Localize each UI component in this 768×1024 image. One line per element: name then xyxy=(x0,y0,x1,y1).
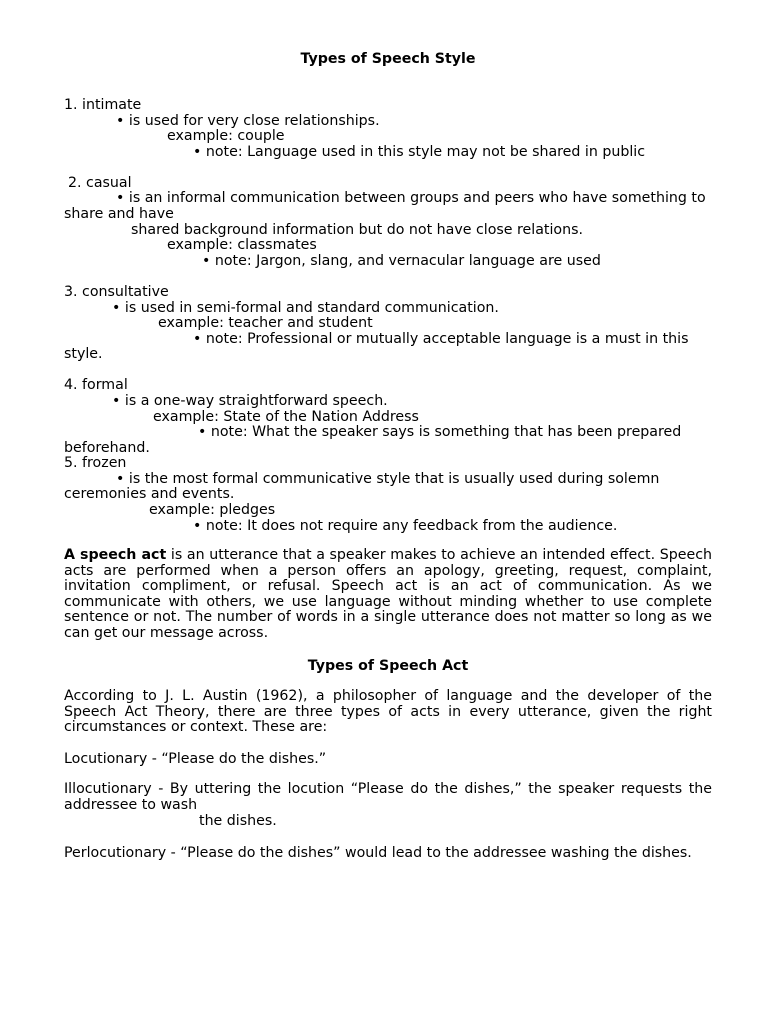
perlocutionary-line: Perlocutionary - “Please do the dishes” would lead to the addressee washing the dishes. xyxy=(64,845,692,861)
style-note: • note: Language used in this style may not be shared in public xyxy=(193,144,646,160)
illocutionary-cont: the dishes. xyxy=(199,813,277,829)
style-note: • note: Jargon, slang, and vernacular language are used xyxy=(202,253,601,269)
style-description: • is used in semi-formal and standard communication. xyxy=(112,300,499,316)
locutionary-line: Locutionary - “Please do the dishes.” xyxy=(64,751,327,767)
speech-act-term: A speech act xyxy=(64,547,167,563)
austin-intro-paragraph: According to J. L. Austin (1962), a philosopher of language and the developer of the Speech Act Theory, there are three types of acts in every utterance, given the right circumstances or context. These are: xyxy=(64,688,712,736)
section-title: Types of Speech Act xyxy=(307,658,469,674)
style-description-cont: share and have xyxy=(64,206,174,222)
page-title: Types of Speech Style xyxy=(300,51,476,67)
style-note: • note: It does not require any feedback from the audience. xyxy=(193,518,618,534)
style-note-cont: style. xyxy=(64,346,103,362)
style-description: • is an informal communication between groups and peers who have something to xyxy=(116,190,706,206)
style-note: • note: What the speaker says is something that has been prepared xyxy=(198,424,682,440)
style-description: • is used for very close relationships. xyxy=(116,113,380,129)
style-heading-formal: 4. formal xyxy=(64,377,128,393)
style-description-cont: ceremonies and events. xyxy=(64,486,235,502)
style-note: • note: Professional or mutually acceptable language is a must in this xyxy=(193,331,689,347)
style-heading-consultative: 3. consultative xyxy=(64,284,169,300)
speech-act-definition: is an utterance that a speaker makes to achieve an intended effect. Speech acts are performed when a person offers an apology, greeting, request, complaint, invitation compliment, or refusal. Speech act is an act of communication. As we communicate with others, we use language without minding whether to use complete sentence or not. The number of words in a single utterance does not matter so long as we can get our message across. xyxy=(64,547,712,641)
style-description: • is a one-way straightforward speech. xyxy=(112,393,388,409)
style-example: example: classmates xyxy=(167,237,317,253)
style-note-cont: beforehand. xyxy=(64,440,150,456)
style-example: example: teacher and student xyxy=(158,315,373,331)
style-heading-intimate: 1. intimate xyxy=(64,97,142,113)
style-description-cont: shared background information but do not have close relations. xyxy=(131,222,584,238)
style-example: example: pledges xyxy=(149,502,276,518)
style-heading-frozen: 5. frozen xyxy=(64,455,127,471)
style-description: • is the most formal communicative style that is usually used during solemn xyxy=(116,471,660,487)
style-example: example: couple xyxy=(167,128,285,144)
style-heading-casual: 2. casual xyxy=(68,175,132,191)
style-example: example: State of the Nation Address xyxy=(153,409,419,425)
speech-act-paragraph xyxy=(64,548,712,642)
illocutionary-paragraph: Illocutionary - By uttering the locution “Please do the dishes,” the speaker requests the addressee to wash xyxy=(64,781,712,813)
